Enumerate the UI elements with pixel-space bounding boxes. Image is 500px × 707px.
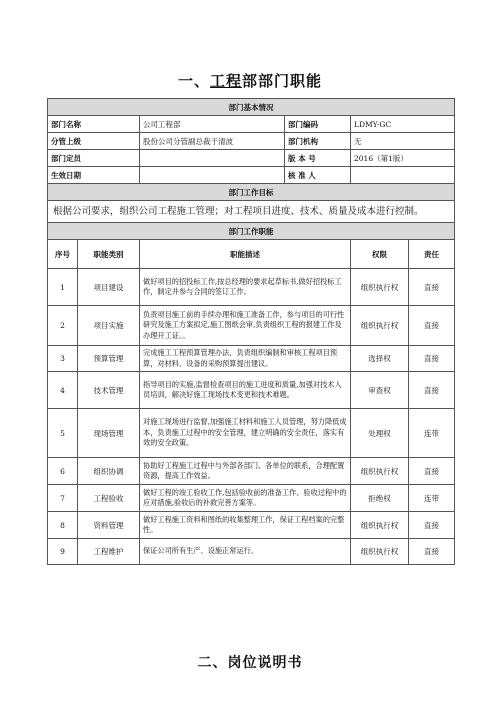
function-responsibility: 连带 xyxy=(409,409,455,458)
function-no: 6 xyxy=(48,458,78,485)
function-description: 对施工现场进行监督,加强施工材料和施工人员管理，努力降低成本，负责施工过程中的安全管理，建立明确的安全责任，落实有效的安全政策。 xyxy=(140,409,351,458)
function-category: 项目实施 xyxy=(78,306,140,346)
basic-info-row xyxy=(48,150,455,167)
basic-info-value: 2016（第1版） xyxy=(351,150,455,167)
table-row xyxy=(48,269,455,306)
basic-info-label: 部门名称 xyxy=(48,116,140,133)
basic-info-label: 生效日期 xyxy=(48,167,140,184)
function-description: 做好工程施工资料和图纸的收集整理工作，保证工程档案的完整性。 xyxy=(140,512,351,539)
function-description: 完成施工工程预算管理办法，负责组织编制和审核工程项目预算，对材料、设备的采购预算提出建议。 xyxy=(140,346,351,372)
table-row xyxy=(48,346,455,372)
function-no: 4 xyxy=(48,372,78,409)
section-title-2: 二、岗位说明书 xyxy=(197,655,303,671)
basic-info-row xyxy=(48,167,455,184)
function-description: 负责项目施工前的手续办理和施工准备工作，参与项目的可行性研究及施工方案拟定,施工图纸会审,负责组织工程的报建工作及办理开工证。。 xyxy=(140,306,351,346)
section-title-rest: 部部门职能 xyxy=(242,72,323,90)
function-category: 工程维护 xyxy=(78,539,140,565)
table-row xyxy=(48,458,455,485)
function-responsibility: 直接 xyxy=(409,372,455,409)
function-no: 7 xyxy=(48,485,78,512)
goal-header: 部门工作目标 xyxy=(48,184,455,201)
function-description: 做好工程的竣工验收工作,包括验收前的准备工作、验收过程中的应对措施,验收后的补救完善方案等。 xyxy=(140,485,351,512)
function-authority: 组织执行权 xyxy=(351,458,409,485)
function-responsibility: 直接 xyxy=(409,306,455,346)
function-authority: 组织执行权 xyxy=(351,306,409,346)
basic-info-label: 分管上级 xyxy=(48,133,140,150)
function-category: 技术管理 xyxy=(78,372,140,409)
section-title-1 xyxy=(0,70,500,91)
function-responsibility: 直接 xyxy=(409,539,455,565)
function-description: 指导项目的实施,监督检查项目的施工进度和质量,加强对技术人员培训，解决好施工现场技术变更和技术难题。 xyxy=(140,372,351,409)
function-authority: 选择权 xyxy=(351,346,409,372)
function-category: 预算管理 xyxy=(78,346,140,372)
table-row xyxy=(48,539,455,565)
department-function-table xyxy=(47,98,455,565)
basic-info-label: 部门编码 xyxy=(285,116,351,133)
function-no: 1 xyxy=(48,269,78,306)
column-header-authority: 权限 xyxy=(351,240,409,269)
function-no: 3 xyxy=(48,346,78,372)
department-name-underlined: 工程 xyxy=(209,72,242,90)
basic-info-value xyxy=(140,150,285,167)
function-category: 工程验收 xyxy=(78,485,140,512)
table-row xyxy=(48,512,455,539)
basic-info-value: 无 xyxy=(351,133,455,150)
column-header-category: 职能类别 xyxy=(78,240,140,269)
table-row xyxy=(48,485,455,512)
column-header-description: 职能描述 xyxy=(140,240,351,269)
function-description: 做好项目的招投标工作,按总经理的要求起草标书,做好招投标工作，制定并参与合同的签订工作。 xyxy=(140,269,351,306)
table-row xyxy=(48,409,455,458)
function-responsibility: 直接 xyxy=(409,512,455,539)
function-no: 5 xyxy=(48,409,78,458)
function-category: 组织协调 xyxy=(78,458,140,485)
function-responsibility: 直接 xyxy=(409,458,455,485)
basic-info-value: LDMY-GC xyxy=(351,116,455,133)
basic-info-label: 版 本 号 xyxy=(285,150,351,167)
function-no: 8 xyxy=(48,512,78,539)
function-description: 协助好工程施工过程中与外部各部门、各单位的联系，合理配置资源，提高工作效益。 xyxy=(140,458,351,485)
basic-info-value xyxy=(351,167,455,184)
function-category: 资料管理 xyxy=(78,512,140,539)
basic-info-label: 核 准 人 xyxy=(285,167,351,184)
section-prefix: 一、 xyxy=(177,72,210,90)
basic-info-label: 部门机构 xyxy=(285,133,351,150)
column-header-responsibility: 责任 xyxy=(409,240,455,269)
table-row xyxy=(48,306,455,346)
function-responsibility: 直接 xyxy=(409,346,455,372)
function-category: 项目建设 xyxy=(78,269,140,306)
functions-header: 部门工作职能 xyxy=(48,223,455,240)
function-authority: 组织执行权 xyxy=(351,269,409,306)
function-authority: 拒绝权 xyxy=(351,485,409,512)
function-authority: 组织执行权 xyxy=(351,512,409,539)
function-no: 2 xyxy=(48,306,78,346)
basic-info-value: 股份公司分管副总裁于清波 xyxy=(140,133,285,150)
column-header-no: 序号 xyxy=(48,240,78,269)
basic-info-value xyxy=(140,167,285,184)
function-category: 现场管理 xyxy=(78,409,140,458)
function-authority: 组织执行权 xyxy=(351,539,409,565)
basic-info-label: 部门定员 xyxy=(48,150,140,167)
function-responsibility: 直接 xyxy=(409,269,455,306)
basic-info-header: 部门基本情况 xyxy=(48,99,455,116)
function-authority: 审查权 xyxy=(351,372,409,409)
function-description: 保证公司所有生产、设施正常运行。 xyxy=(140,539,351,565)
basic-info-row xyxy=(48,116,455,133)
basic-info-row xyxy=(48,133,455,150)
basic-info-value: 公司工程部 xyxy=(140,116,285,133)
function-no: 9 xyxy=(48,539,78,565)
function-responsibility: 连带 xyxy=(409,485,455,512)
goal-text: 根据公司要求，组织公司工程施工管理；对工程项目进度、技术、质量及成本进行控制。 xyxy=(48,201,455,223)
table-row xyxy=(48,372,455,409)
function-authority: 处理权 xyxy=(351,409,409,458)
functions-column-header-row xyxy=(48,240,455,269)
